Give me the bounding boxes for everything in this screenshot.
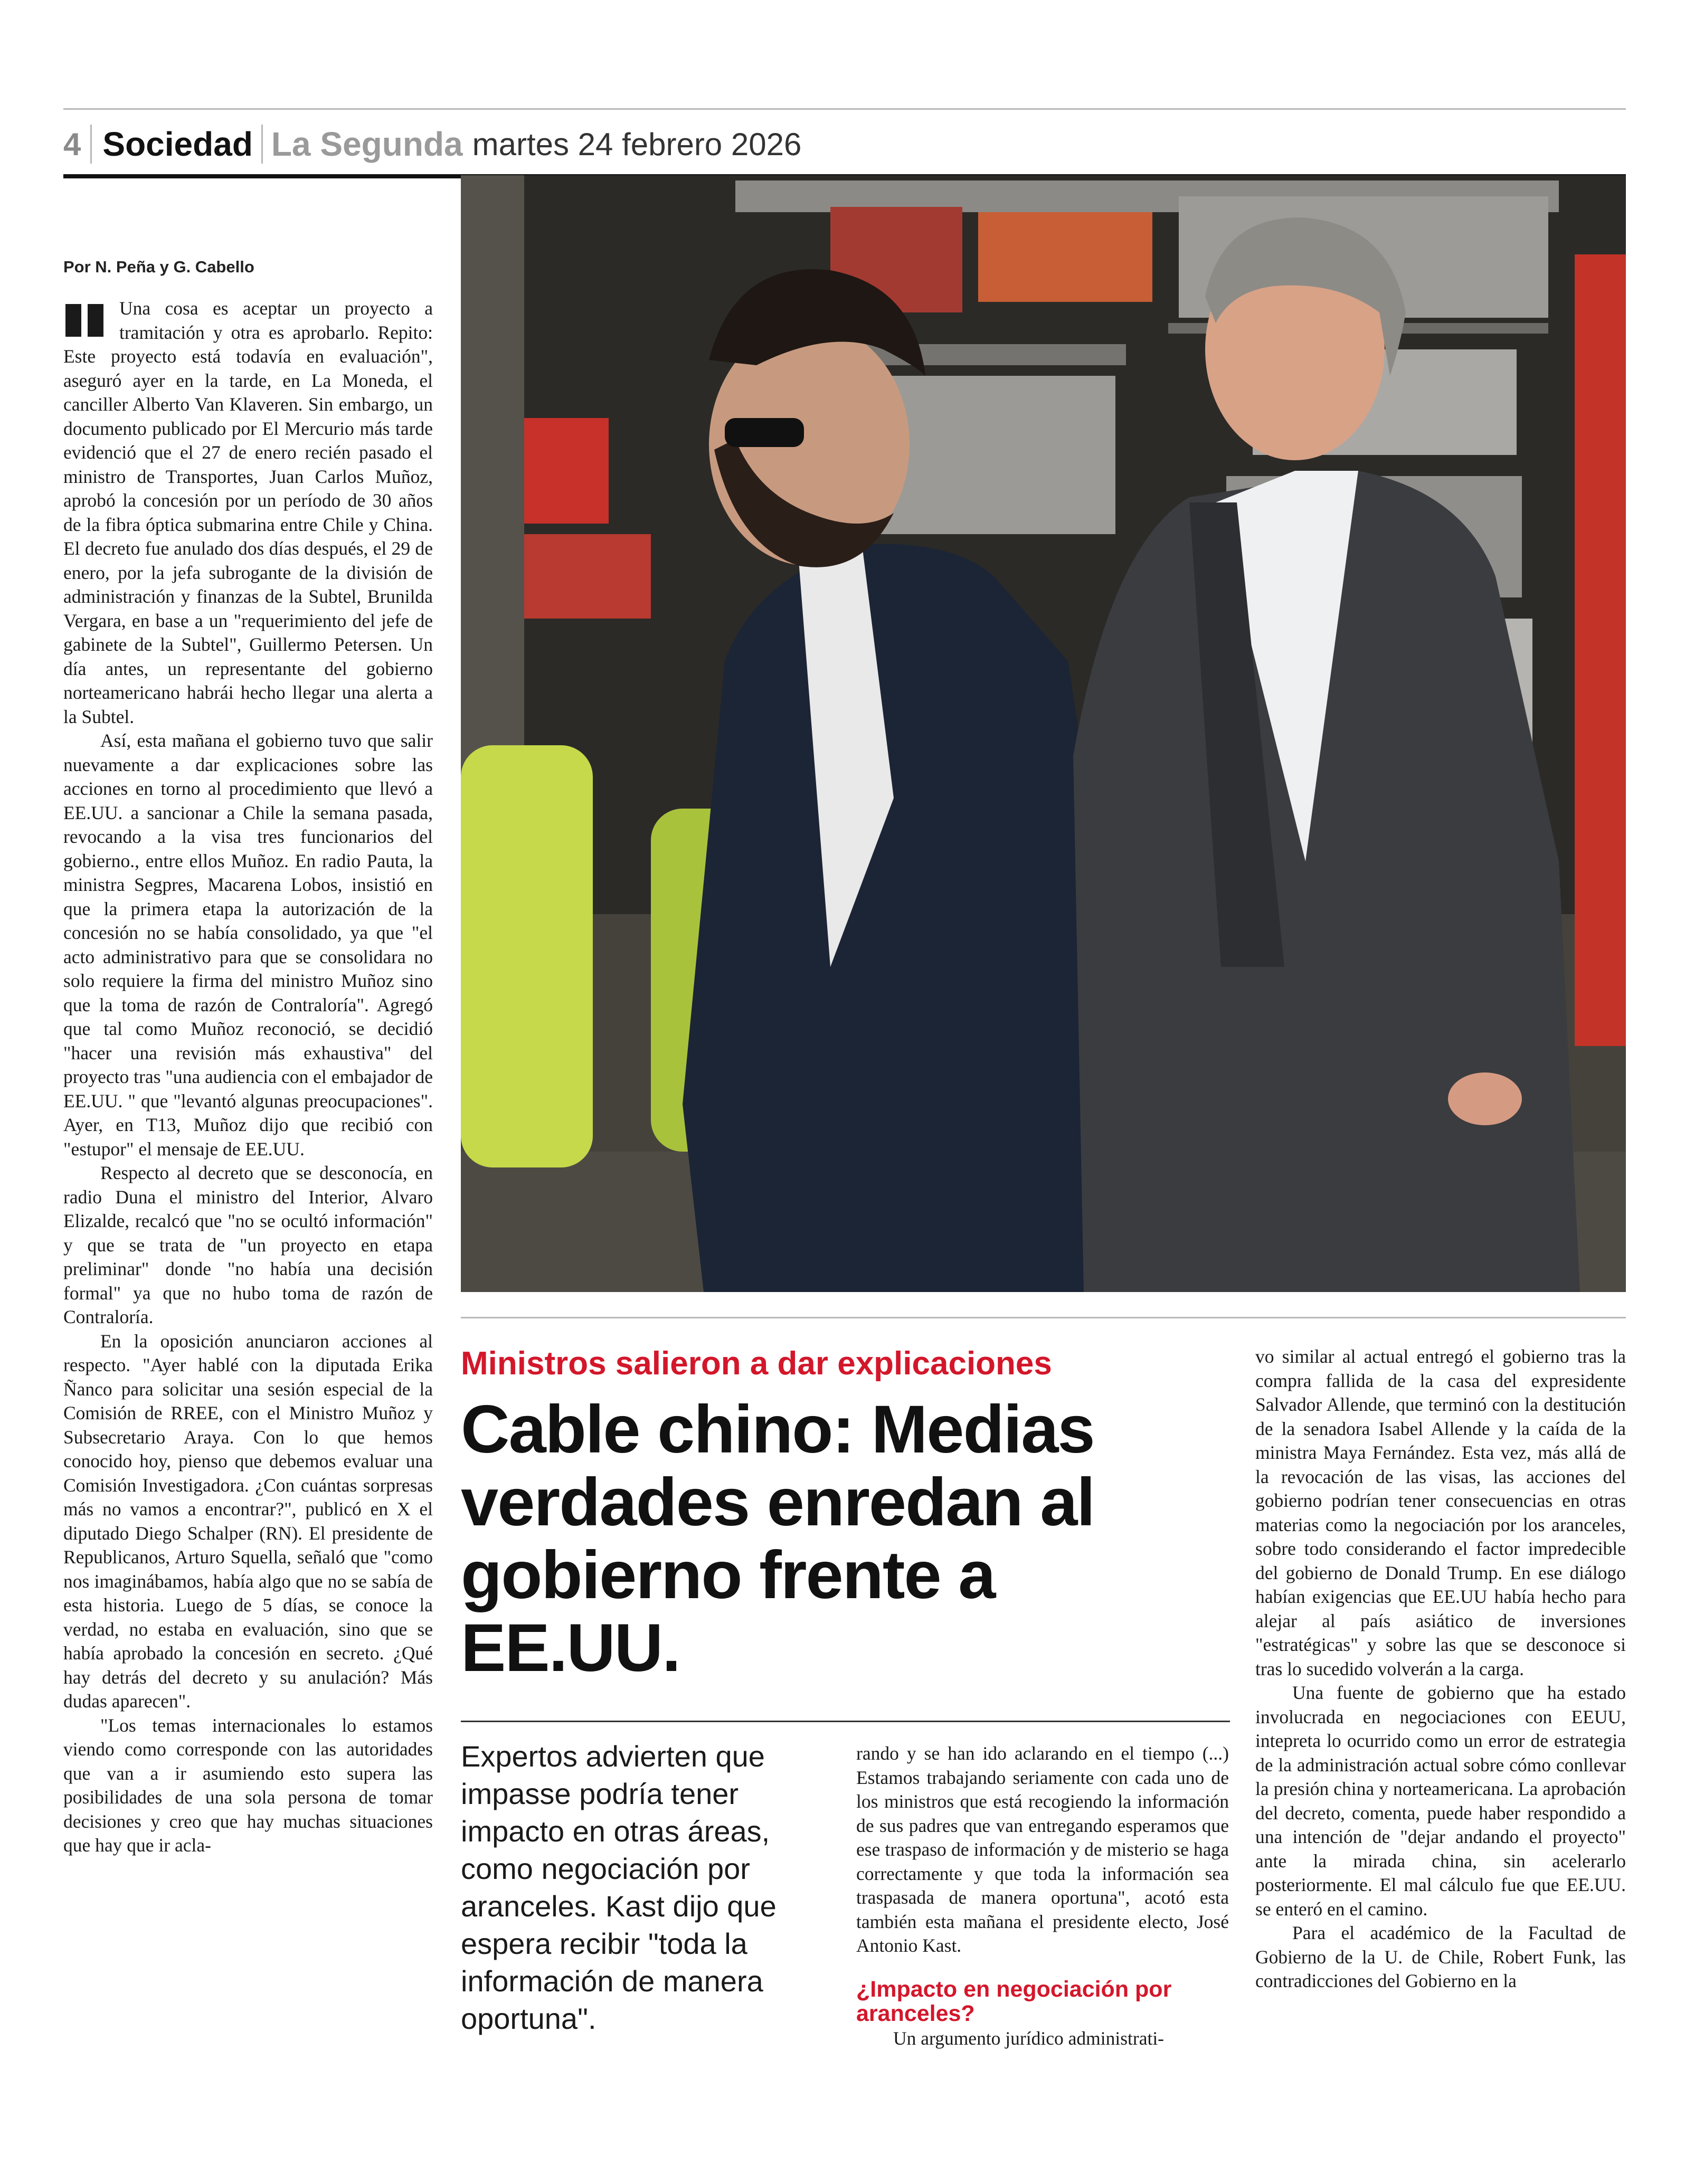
column-1-text [63, 297, 433, 1858]
paragraph: rando y se han ido aclarando en el tiempo (...) Estamos trabajando seriamente con cada uno de los ministros que está recogiendo la información de sus padres que van entregando esperamos que ese traspaso de información y de misterio se haga correctamente y que toda la información sea traspasada de manera oportuna", acotó esta también esta mañana el presidente electo, José Antonio Kast. [856, 1743, 1229, 1956]
top-rule [63, 108, 1626, 110]
subheading: ¿Impacto en negociación por aranceles? [856, 1976, 1172, 2026]
article-column-1 [63, 258, 433, 1858]
column-3-text-after [856, 2027, 1229, 2051]
paragraph: Para el académico de la Facultad de Gobierno de la U. de Chile, Robert Funk, las contradicciones del Gobierno en la [1255, 1922, 1626, 1991]
publication-name[interactable]: La Segunda [261, 125, 463, 164]
photo-rule [461, 1317, 1626, 1318]
paragraph: Así, esta mañana el gobierno tuvo que salir nuevamente a dar explicaciones sobre las acciones en torno al procedimiento que llevó a EE.UU. a sancionar a Chile la semana pasada, revocando a la visa tres funcionarios del gobierno., entre ellos Muñoz. En radio Pauta, la ministra Segpres, Macarena Lobos, insistió en que la primera etapa la autorización de la concesión no se había consolidado, ya que "el acto administrativo para que se consolidara no solo requiere la firma del ministro Muñoz sino que la toma de razón de Contraloría". Agregó que tal como Muñoz reconoció, se decidió "hacer una revisión más exhaustiva" del proyecto tras "una audiencia con el embajador de EE.UU. " que "levantó algunas preocupaciones". Ayer, en T13, Muñoz dijo que recibió con "estupor" el mensaje de EE.UU. [63, 730, 433, 1160]
paragraph: Una cosa es aceptar un proyecto a tramitación y otra es aprobarlo. Repito: Este proyecto está todavía en evaluación", aseguró ayer en la tarde, en La Moneda, el canciller Alberto Van Klaveren. Sin embargo, un documento publicado por El Mercurio más tarde evidenció que el 27 de enero recién pasado el ministro de Transportes, Juan Carlos Muñoz, aprobó la concesión por un período de 30 años de la fibra óptica submarina entre Chile y China. El decreto fue anulado dos días después, el 29 de enero, por la jefa subrogante de la división de administración y finanzas de la Subtel, Brunilda Vergara, en base a un "requerimiento del jefe de gabinete de la Subtel", Guillermo Petersen. Un día antes, un representante del gobierno norteamericano habrái hecho llegar una alerta a la Subtel. [63, 298, 433, 727]
article-photo [461, 175, 1626, 1292]
standfirst: Expertos advierten que impasse podría tener impacto en otras áreas, como negociación por aranceles. Kast dijo que espera recibir "toda la información de manera oportuna". [461, 1740, 777, 2035]
paragraph: "Los temas internacionales lo estamos viendo como corresponde con las autoridades que van a ir asumiendo esto supera las posibilidades de una sola persona de tomar decisiones y creo que hay muchas situaciones que hay que ir acla- [63, 1714, 433, 1856]
article-column-3 [856, 1742, 1229, 2050]
photo-illustration [461, 175, 1626, 1292]
kicker: Ministros salieron a dar explicaciones [461, 1345, 1052, 1382]
page-header [63, 115, 801, 173]
page-number: 4 [63, 126, 81, 162]
paragraph: vo similar al actual entregó el gobierno tras la compra fallida de la casa del expresidente Salvador Allende, que terminó con la destitución de la senadora Isabel Allende y la caída de la ministra Maya Fernández. Esta vez, más allá de la revocación de las visas, las acciones del gobierno podrían tener consecuencias en otras materias como la negociación por los aranceles, sobre todo considerando el factor impredecible del gobierno de Donald Trump. En ese diálogo habían exigencias que EE.UU había hecho para alejar al país asiático de inversiones "estratégicas" y sobre las que se desconoce si tras lo sucedido volverán a la carga. [1255, 1346, 1626, 1679]
issue-date: martes 24 febrero 2026 [472, 126, 802, 162]
open-quote-icon [63, 304, 112, 337]
article-column-4 [1255, 1345, 1626, 1993]
column-3-text [856, 1742, 1229, 1958]
headline-rule [461, 1721, 1230, 1722]
paragraph: Respecto al decreto que se desconocía, en radio Duna el ministro del Interior, Alvaro Elizalde, recalcó que "no se ocultó información" y que se trata de "un proyecto en etapa preliminar" donde "no había una decisión formal" ya que no hubo toma de razón de Contraloría. [63, 1162, 433, 1327]
paragraph: En la oposición anunciaron acciones al respecto. "Ayer hablé con la diputada Erika Ñanco para solicitar una sesión especial de la Comisión de RREE, con el Ministro Muñoz y Subsecretario Araya. Con lo que hemos conocido hoy, pienso que debemos evaluar una Comisión Investigadora. ¿Con cuántas sorpresas más no vamos a encontrar?", publicó en X el diputado Diego Schalper (RN). El presidente de Republicanos, Arturo Squella, señaló que "como nos imaginábamos, había algo que no se sabía de esta historia. Luego de 5 días, se conoce la verdad, no estaba en evaluación, sino que se había aprobado la concesión en secreto. ¿Qué hay detrás del decreto y su anulación? Más dudas aparecen". [63, 1330, 433, 1712]
column-4-text [1255, 1345, 1626, 1993]
byline: Por N. Peña y G. Cabello [63, 258, 254, 276]
paragraph: Un argumento jurídico administrati- [893, 2027, 1164, 2049]
section-name[interactable]: Sociedad [90, 125, 253, 164]
headline: Cable chino: Medias verdades enredan al gobierno frente a EE.UU. [461, 1392, 1094, 1686]
paragraph: Una fuente de gobierno que ha estado involucrada en negociaciones con EEUU, intepreta lo ocurrido como un error de estrategia de la administración actual sobre cómo conllevar la presión china y norteamericana. La aprobación del decreto, comenta, puede haber respondido a una intención de "dejar andando el proyecto" ante la mirada china, sin acelerarlo posteriormente. El mal cálculo fue que EE.UU. se enteró en el camino. [1255, 1682, 1626, 1920]
